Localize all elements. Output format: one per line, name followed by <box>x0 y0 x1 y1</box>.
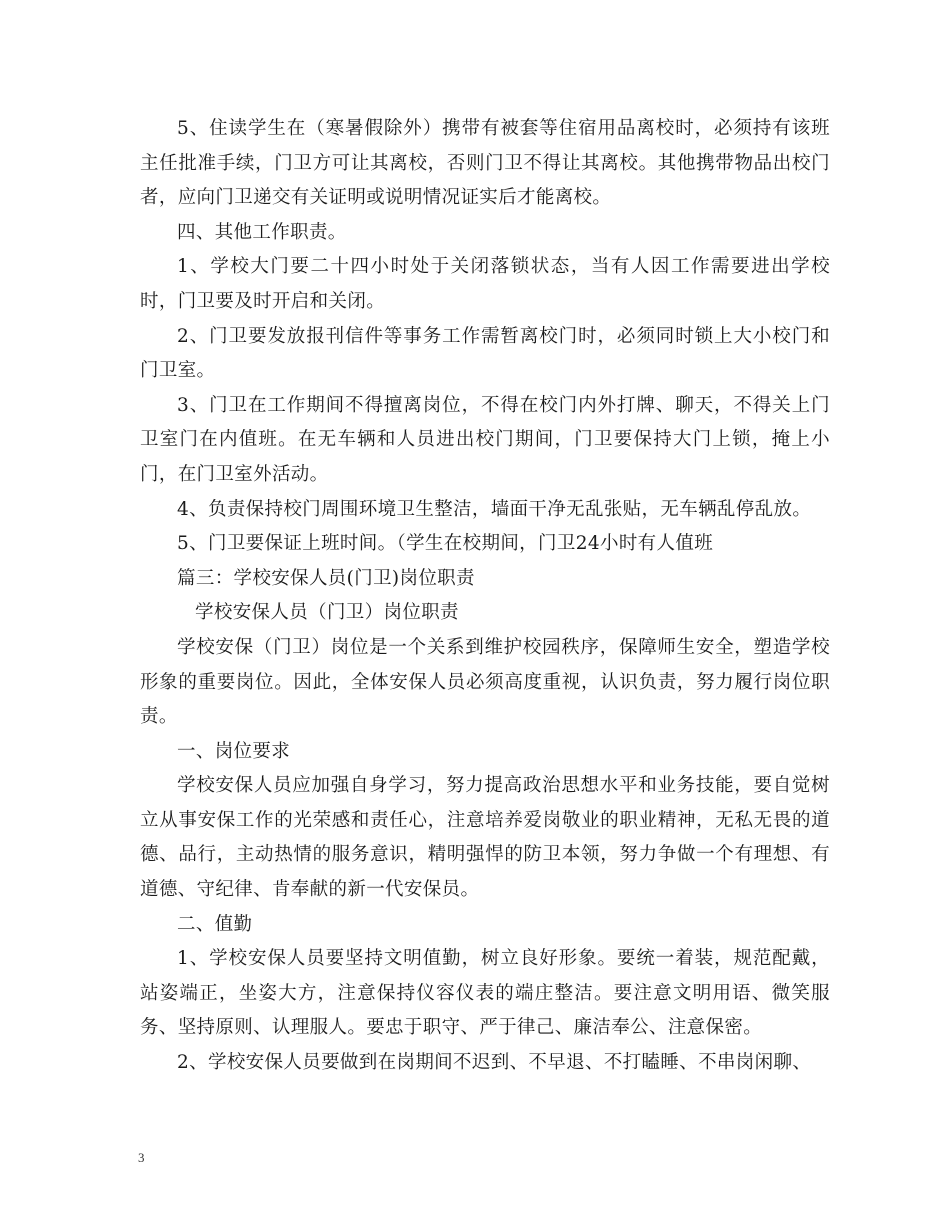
paragraph-requirements: 学校安保人员应加强自身学习，努力提高政治思想水平和业务技能，要自觉树立从事安保工作的光荣感和责任心，注意培养爱岗敬业的职业精神，无私无畏的道德、品行，主动热情的服务意识，精明强悍的防卫本领，努力争做一个有理想、有道德、守纪律、肯奉献的新一代安保员。 <box>140 775 830 901</box>
heading-other-duties: 四、其他工作职责。 <box>177 221 347 243</box>
paragraph-no-leaving-post: 3、门卫在工作期间不得擅离岗位，不得在校门内外打牌、聊天，不得关上门卫室门在内值班。在无车辆和人员进出校门期间，门卫要保持大门上锁，掩上小门，在门卫室外活动。 <box>140 394 830 485</box>
paragraph-gate-locked: 1、学校大门要二十四小时处于关闭落锁状态，当有人因工作需要进出学校时，门卫要及时开启和关闭。 <box>140 256 830 312</box>
page-number: 3 <box>138 1150 145 1165</box>
paragraph-boarding-students: 5、住读学生在（寒暑假除外）携带有被套等住宿用品离校时，必须持有该班主任批准手续，门卫方可让其离校，否则门卫不得让其离校。其他携带物品出校门者，应向门卫递交有关证明或说明情况证实后才能离校。 <box>140 118 830 209</box>
paragraph-on-duty-rules: 2、学校安保人员要做到在岗期间不迟到、不早退、不打瞌睡、不串岗闲聊、 <box>177 1052 812 1074</box>
paragraph-civilized-duty: 1、学校安保人员要坚持文明值勤，树立良好形象。要统一着装，规范配戴，站姿端正，坐姿大方，注意保持仪容仪表的端庄整洁。要注意文明用语、微笑服务、坚持原则、认理服人。要忠于职守、严于律己、廉洁奉公、注意保密。 <box>140 948 830 1039</box>
heading-duty: 二、值勤 <box>177 913 253 935</box>
paragraph-working-hours: 5、门卫要保证上班时间。（学生在校期间，门卫24小时有人值班 <box>177 533 714 555</box>
paragraph-mail-distribution: 2、门卫要发放报刊信件等事务工作需暂离校门时，必须同时锁上大小校门和门卫室。 <box>140 325 830 382</box>
document-subtitle: 学校安保人员（门卫）岗位职责 <box>195 602 459 624</box>
paragraph-introduction: 学校安保（门卫）岗位是一个关系到维护校园秩序，保障师生安全，塑造学校形象的重要岗位。因此，全体安保人员必须高度重视，认识负责，努力履行岗位职责。 <box>140 636 830 728</box>
heading-job-requirements: 一、岗位要求 <box>177 740 291 762</box>
paragraph-cleanliness: 4、负责保持校门周围环境卫生整洁，墙面干净无乱张贴，无车辆乱停乱放。 <box>177 498 812 520</box>
document-body <box>140 112 830 1081</box>
section-title-part-three: 篇三：学校安保人员(门卫)岗位职责 <box>177 567 475 589</box>
